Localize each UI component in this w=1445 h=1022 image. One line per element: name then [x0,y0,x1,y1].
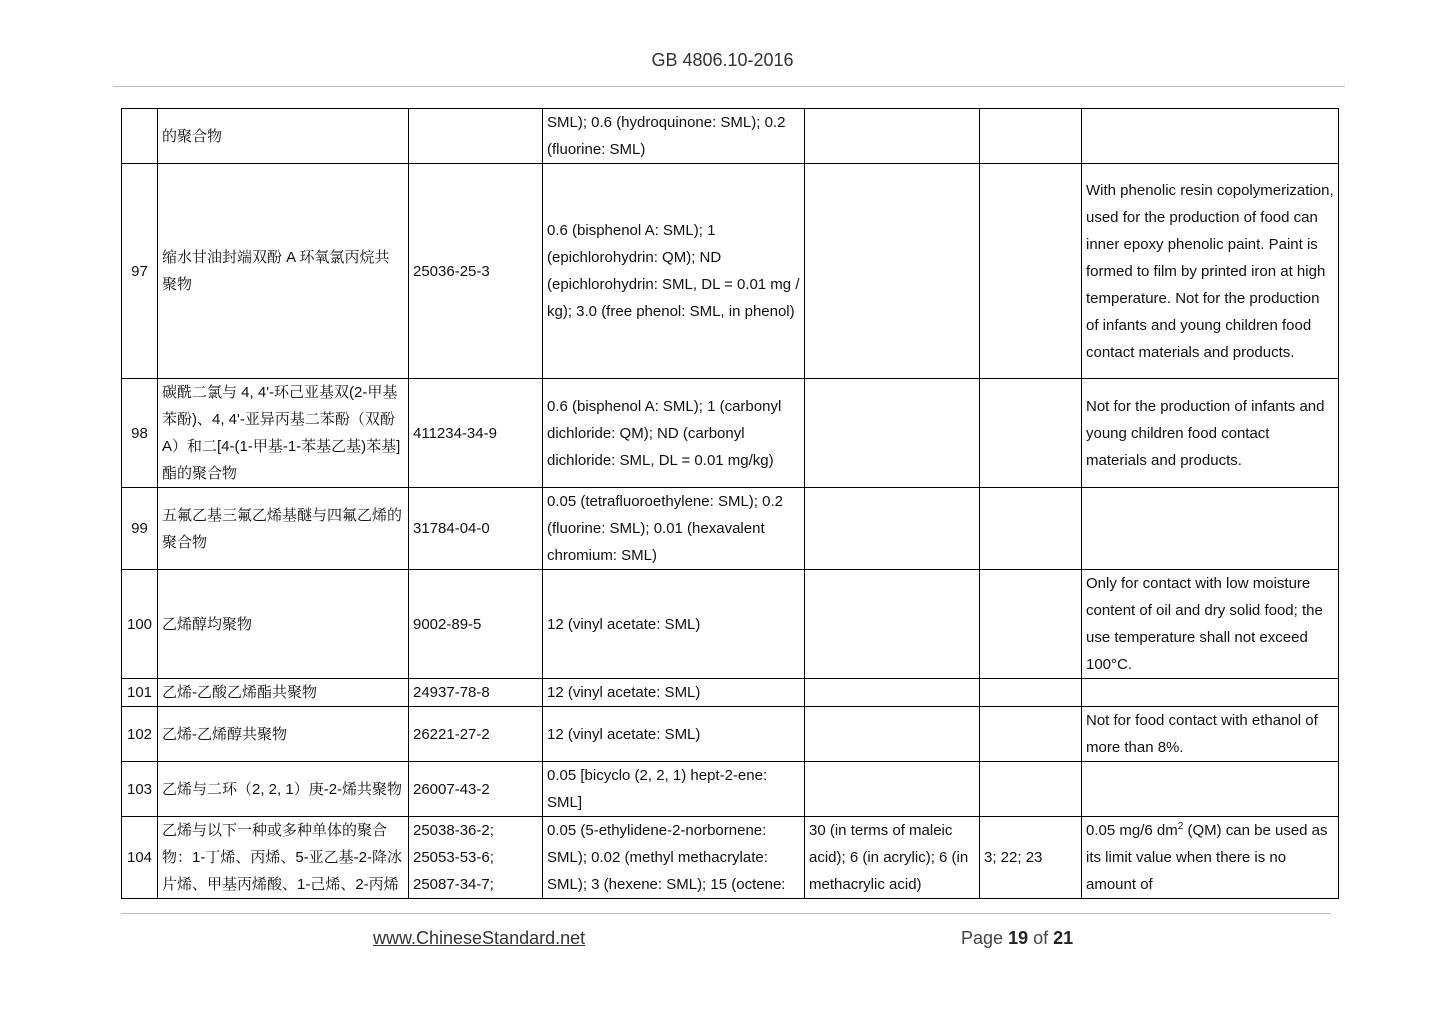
substance-name: 碳酰二氯与 4, 4'-环己亚基双(2-甲基苯酚)、4, 4'-亚异丙基二苯酚（双酚 A）和二[4-(1-甲基-1-苯基乙基)苯基]酯的聚合物 [158,379,409,488]
column-6-cell [980,109,1082,164]
column-5-cell [805,379,980,488]
remarks-cell: With phenolic resin copolymerization, used for the production of food can inner epoxy phenolic paint. Paint is formed to film by printed iron at high temperature. Not for the production of infants and young children food contact materials and products. [1082,164,1339,379]
table-row [122,570,1339,679]
page-current: 19 [1008,928,1029,948]
sml-limit: 12 (vinyl acetate: SML) [543,570,805,679]
substance-name: 乙烯与二环（2, 2, 1）庚-2-烯共聚物 [158,762,409,817]
column-6-cell [980,164,1082,379]
substance-name: 五氟乙基三氟乙烯基醚与四氟乙烯的聚合物 [158,488,409,570]
remarks-cell: Not for food contact with ethanol of more than 8%. [1082,707,1339,762]
substance-name: 乙烯与以下一种或多种单体的聚合物：1-丁烯、丙烯、5-亚乙基-2-降冰片烯、甲基丙烯酸、1-己烯、2-丙烯 [158,817,409,899]
column-6-cell [980,679,1082,707]
table-row [122,817,1339,899]
cas-number: 25036-25-3 [409,164,543,379]
table-row [122,164,1339,379]
substance-name: 乙烯醇均聚物 [158,570,409,679]
superscript: 2 [1177,821,1184,832]
column-6-cell [980,488,1082,570]
sml-limit: 0.05 [bicyclo (2, 2, 1) hept-2-ene: SML] [543,762,805,817]
table-row [122,109,1339,164]
remarks-text: 0.05 mg/6 dm [1086,822,1178,839]
column-6-cell [980,707,1082,762]
row-number: 103 [122,762,158,817]
remarks-cell [1082,109,1339,164]
table-row [122,488,1339,570]
cas-number: 31784-04-0 [409,488,543,570]
remarks-cell [1082,679,1339,707]
cas-number: 25038-36-2; 25053-53-6; 25087-34-7; [409,817,543,899]
row-number: 98 [122,379,158,488]
footer-divider [121,913,1331,914]
page-word: Page [961,928,1004,948]
cas-number: 26007-43-2 [409,762,543,817]
document-header: GB 4806.10-2016 [651,50,794,70]
page-total: 21 [1053,928,1074,948]
page-indicator [961,928,1073,949]
substance-name: 的聚合物 [158,109,409,164]
sml-limit: 12 (vinyl acetate: SML) [543,679,805,707]
sml-limit: 0.6 (bisphenol A: SML); 1 (epichlorohydrin: QM); ND (epichlorohydrin: SML, DL = 0.01 mg / kg); 3.0 (free phenol: SML, in phenol) [543,164,805,379]
remarks-cell [1082,488,1339,570]
column-6-cell [980,762,1082,817]
sml-limit: 0.6 (bisphenol A: SML); 1 (carbonyl dichloride: QM); ND (carbonyl dichloride: SML, DL = 0.01 mg/kg) [543,379,805,488]
remarks-cell: Not for the production of infants and young children food contact materials and products. [1082,379,1339,488]
remarks-cell: Only for contact with low moisture content of oil and dry solid food; the use temperature shall not exceed 100°C. [1082,570,1339,679]
column-5-cell [805,488,980,570]
substance-name: 乙烯-乙酸乙烯酯共聚物 [158,679,409,707]
header-divider [113,86,1345,87]
substance-name: 缩水甘油封端双酚 A 环氧氯丙烷共聚物 [158,164,409,379]
column-6-cell [980,379,1082,488]
sml-limit: 0.05 (5-ethylidene-2-norbornene: SML); 0.02 (methyl methacrylate: SML); 3 (hexene: SML); 15 (octene: [543,817,805,899]
row-number: 100 [122,570,158,679]
sml-limit: 12 (vinyl acetate: SML) [543,707,805,762]
column-5-cell [805,707,980,762]
table-row [122,762,1339,817]
column-5-cell [805,762,980,817]
cas-number: 26221-27-2 [409,707,543,762]
remarks-cell [1082,817,1339,899]
column-5-cell [805,109,980,164]
row-number: 104 [122,817,158,899]
table-row [122,679,1339,707]
row-number: 101 [122,679,158,707]
column-6-cell: 3; 22; 23 [980,817,1082,899]
page-of: of [1033,928,1049,948]
column-5-cell [805,679,980,707]
cas-number [409,109,543,164]
substance-name: 乙烯-乙烯醇共聚物 [158,707,409,762]
cas-number: 24937-78-8 [409,679,543,707]
standard-table [121,108,1339,899]
column-6-cell [980,570,1082,679]
row-number [122,109,158,164]
row-number: 97 [122,164,158,379]
column-5-cell [805,570,980,679]
table-row [122,707,1339,762]
sml-limit: SML); 0.6 (hydroquinone: SML); 0.2 (fluorine: SML) [543,109,805,164]
sml-limit: 0.05 (tetrafluoroethylene: SML); 0.2 (fluorine: SML); 0.01 (hexavalent chromium: SML) [543,488,805,570]
cas-number: 411234-34-9 [409,379,543,488]
row-number: 102 [122,707,158,762]
row-number: 99 [122,488,158,570]
remarks-text: (QM) can be used as its limit value when there is no amount of [1086,822,1328,893]
column-5-cell: 30 (in terms of maleic acid); 6 (in acrylic); 6 (in methacrylic acid) [805,817,980,899]
table-row [122,379,1339,488]
website-link[interactable]: www.ChineseStandard.net [373,928,586,948]
remarks-cell [1082,762,1339,817]
column-5-cell [805,164,980,379]
cas-number: 9002-89-5 [409,570,543,679]
